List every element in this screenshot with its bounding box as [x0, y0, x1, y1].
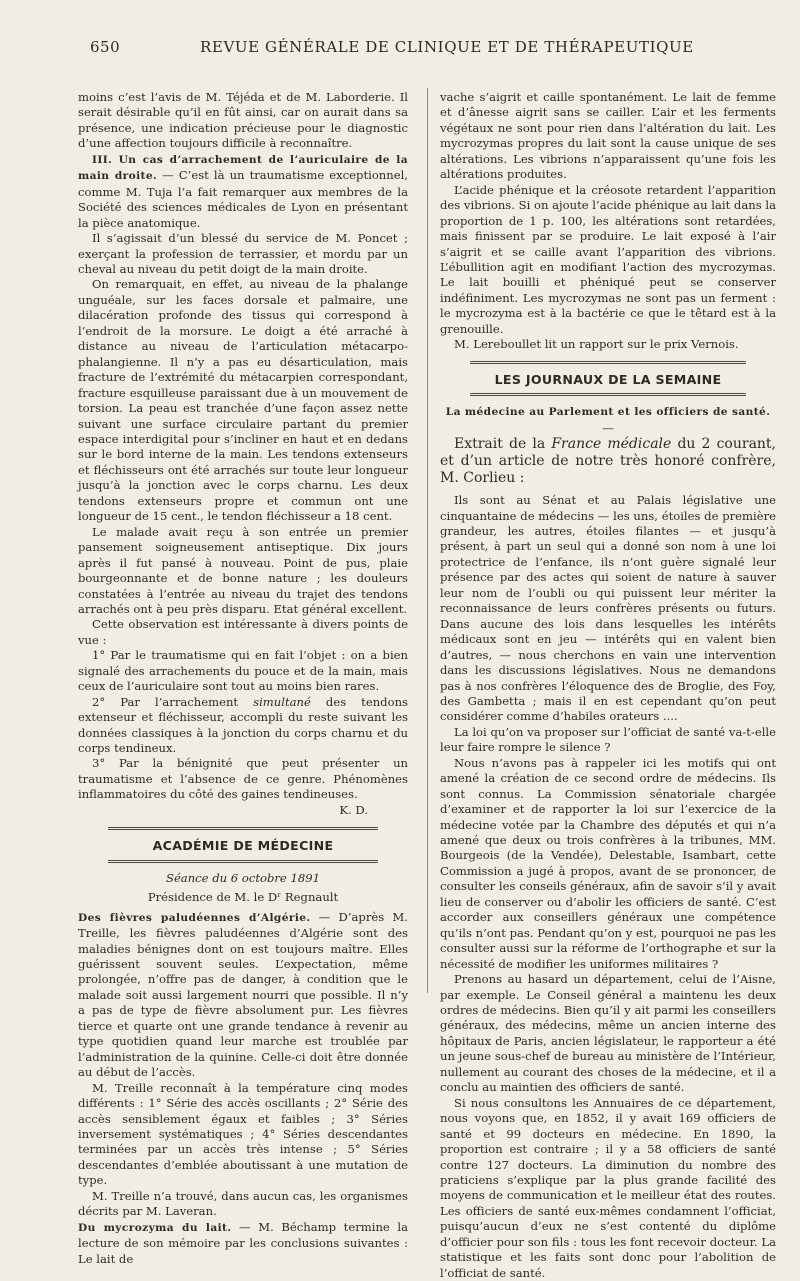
- quote-paragraph: La loi qu’on va proposer sur l’officiat de santé va-t-elle leur faire rompre le silence ?: [440, 724, 776, 755]
- article-heading-line: La médecine au Parlement et les officiers de santé. —: [445, 406, 771, 435]
- paragraph: M. Treille reconnaît à la température cinq modes différents : 1° Série des accès oscillants ; 2° Série des accès sensiblement égaux et faibles ; 3° Séries inversement systématiques ; 4° Séries descendantes terminées par un accès très intense ; 5° Séries descendantes d’emblée aboutissant à une mutation de type.: [78, 1080, 408, 1188]
- article-paragraph: Des fièvres paludéennes d’Algérie. — D’après M. Treille, les fièvres paludéennes d’Algérie sont des maladies bénignes dont on est toujours maître. Elles guérissent souvent seules. L’expectation, même prolongée, n’offre pas de danger, à condition que le malade soit aussi largement nourri que possible. Il n’y a pas de type de fièvre absolument pur. Les fièvres tierce et quarte ont une grande tendance à revenir au type quotidien quand leur marche est troublée par l’administration de la quinine. Celle-ci doit être donnée au début de l’accès.: [78, 909, 408, 1080]
- journal-name: France médicale: [551, 436, 672, 453]
- list-item: 3° Par la bénignité que peut présenter un traumatisme et l’absence de ce genre. Phénomènes inflammatoires du côté des gaines tendineuses.: [78, 756, 408, 802]
- case-paragraph: [78, 152, 408, 231]
- quote-paragraph: Nous n’avons pas à rappeler ici les motifs qui ont amené la création de ce second ordre de médecins. Ils sont connus. La Commission sénatoriale chargée d’examiner et de rapporter la loi sur l’exercice de la médecine votée par la Chambre des députés et qui n’a amené que deux ou trois confrères à la tribunes, MM. Bourgeois (de la Vendée), Delestable, Isambart, cette Commission a jugé à propos, avant de se prononcer, de consulter les conseils généraux, afin de savoir s’il y avait lieu de conserver ou d’abolir les officiers de santé. C’est accorder aux conseillers généraux une compétence qu’ils n’ont pas. Pendant qu’on y est, pourquoi ne pas les consulter aussi sur la réforme de l’orthographe et sur la nécessité de modifier les uniformes militaires ?: [440, 755, 776, 971]
- left-column: [78, 90, 408, 1267]
- section-title: LES JOURNAUX DE LA SEMAINE: [494, 371, 722, 387]
- column-divider: [427, 88, 428, 993]
- paragraph: Cette observation est intéressante à divers points de vue :: [78, 617, 408, 647]
- italic-term: simultané: [253, 694, 311, 709]
- quote-paragraph: Ils sont au Sénat et au Palais législative une cinquantaine de médecins — les uns, étoiles de première grandeur, les autres, étoiles filantes — et jusqu’à présent, à part un seul qui a donné son nom à une loi protectrice de l’enfance, ils n’ont guère signalé leur présence par des actes qui soient de nature à sauver leur nom de l’oubli ou qui puissent leur mériter la reconnaissance de leurs confrères présents ou futurs. Dans aucune des lois dans lesquelles les intérêts médicaux sont en jeu — intérêts qui en valent bien d’autres, — nous cherchons en vain une intervention dans les discussions législatives. Nous ne demandons pas à nos confrères l’éloquence des de Broglie, des Foy, des Gambetta ; mais il en est cependant qu’on peut considérer comme d’habiles orateurs ....: [440, 493, 776, 724]
- paragraph: moins c’est l’avis de M. Téjéda et de M. Laborderie. Il serait désirable qu’il en fût ainsi, car on aurait dans sa présence, une indication précieuse pour le diagnostic d’une affection toujours difficile à reconnaître.: [78, 90, 408, 151]
- quote-block: [440, 493, 776, 1281]
- paragraph: L’acide phénique et la créosote retardent l’apparition des vibrions. Si on ajoute l’acide phénique au lait dans la proportion de 1 p. 100, les altérations sont retardées, mais finissent par se produire. Le lait exposé à l’air s’aigrit et se caille avant l’apparition des vibrions. L’ébullition agit en modifiant l’action des mycrozymas. Le lait bouilli et phéniqué peut se conserver indéfiniment. Les mycrozymas ne sont pas un ferment : le mycrozyma est à la bactérie ce que le têtard est à la grenouille.: [440, 182, 776, 336]
- case-heading: III. Un cas d’arrachement de l’auriculaire de la main droite.: [78, 153, 408, 183]
- section-title: ACADÉMIE DE MÉDECINE: [152, 838, 334, 854]
- quote-paragraph: Si nous consultons les Annuaires de ce département, nous voyons que, en 1852, il y avait 169 officiers de santé et 99 docteurs en médecine. En 1890, la proportion est contraire ; il y a 58 officiers de santé contre 127 docteurs. La diminution du nombre des praticiens s’explique par la plus grande facilité des moyens de communication et le meilleur état des routes. Les officiers de santé eux-mêmes condamnent l’officiat, puisqu’aucun d’eux ne s’est contenté du diplôme d’officier pour son fils : tous les font recevoir docteur. La statistique et les faits sont donc pour l’abolition de l’officiat de santé.: [440, 1095, 776, 1280]
- paragraph: M. Lereboullet lit un rapport sur le prix Vernois.: [454, 337, 739, 352]
- article-heading: La médecine au Parlement et les officiers de santé.: [445, 406, 771, 419]
- seance-date: Séance du 6 octobre 1891: [166, 870, 320, 885]
- paragraph: Le malade avait reçu à son entrée un premier pansement soigneusement antiseptique. Dix jours après il fut pansé à nouveau. Point de pus, plaie bourgeonnante et de bonne nature ; les douleurs constatées à l’entrée au niveau du trajet des tendons arrachés ont à peu près disparu. Etat général excellent.: [78, 524, 408, 616]
- page-number: 650: [90, 38, 121, 56]
- presidence: Présidence de M. le Dʳ Regnault: [147, 890, 339, 905]
- section-rule: [470, 361, 746, 364]
- lead-sentence: Extrait de la France médicale du 2 courant, et d’un article de notre très honoré confrère, M. Corlieu :: [440, 436, 777, 487]
- running-header: REVUE GÉNÉRALE DE CLINIQUE ET DE THÉRAPEUTIQUE: [200, 38, 694, 56]
- quote-paragraph: Prenons au hasard un département, celui de l’Aisne, par exemple. Le Conseil général a maintenu les deux ordres de médecins. Bien qu’il y ait parmi les conseillers généraux, des médecins, même un ancien interne des hôpitaux de Paris, ancien législateur, le rapporteur a été un jeune sous-chef de bureau au ministère de l’Intérieur, nullement au courant des choses de la médecine, et il a conclu au maintien des officiers de santé.: [440, 972, 776, 1095]
- section-rule: [470, 393, 746, 396]
- article-heading: Du mycrozyma du lait.: [78, 1221, 232, 1234]
- case-text: — C’est là un traumatisme exceptionnel, comme M. Tuja l’a fait remarquer aux membres de la Société des sciences médicales de Lyon en présentant la pièce anatomique.: [78, 168, 408, 230]
- paragraph: On remarquait, en effet, au niveau de la phalange unguéale, sur les faces dorsale et palmaire, une dilacération profonde des tissus qui correspond à l’endroit de la morsure. Le doigt a été arraché à distance au niveau de l’articulation métacarpo-phalangienne. Il n’y a pas eu désarticulation, mais fracture de l’extrémité du métacarpien correspondant, fracture esquilleuse paraissant due à un mouvement de torsion. La peau est tranchée d’une façon assez nette suivant une surface circulaire partant du premier espace interdigital pour s’incliner en haut et en dedans sur le bord interne de la main. Les tendons extenseurs et fléchisseurs ont été arrachés sur toute leur longueur jusqu’à la jonction avec le corps charnu. Les deux tendons extenseurs propre et commun ont une longueur de 15 cent., le tendon fléchisseur a 18 cent.: [78, 277, 408, 524]
- signature: K. D.: [339, 802, 368, 817]
- section-rule: [108, 860, 378, 863]
- right-column: [440, 90, 776, 1281]
- signature-line: [78, 803, 408, 818]
- list-item: 2° Par l’arrachement simultané des tendons extenseur et fléchisseur, accompli du reste suivant les données classiques à la jonction du corps charnu et du corps tendineux.: [78, 694, 408, 756]
- article-paragraph: Du mycrozyma du lait. — M. Béchamp termine la lecture de son mémoire par les conclusions suivantes : Le lait de: [78, 1219, 408, 1266]
- paragraph: vache s’aigrit et caille spontanément. Le lait de femme et d’ânesse aigrit sans se cailler. L’air et les ferments végétaux ne sont pour rien dans l’altération du lait. Les mycrozymas propres du lait sont la cause unique de ses altérations. Les vibrions n’apparaissent qu’une fois les altérations produites.: [440, 90, 776, 182]
- article-heading: Des fièvres paludéennes d’Algérie.: [78, 911, 311, 924]
- paragraph: M. Treille n’a trouvé, dans aucun cas, les organismes décrits par M. Laveran.: [78, 1188, 408, 1219]
- list-item: 1° Par le traumatisme qui en fait l’objet : on a bien signalé des arrachements du pouce et de la main, mais ceux de l’auriculaire sont tout au moins bien rares.: [78, 648, 408, 694]
- paragraph: Il s’agissait d’un blessé du service de M. Poncet ; exerçant la profession de terrassier, et mordu par un cheval au niveau du petit doigt de la main droite.: [78, 231, 408, 276]
- section-rule: [108, 827, 378, 830]
